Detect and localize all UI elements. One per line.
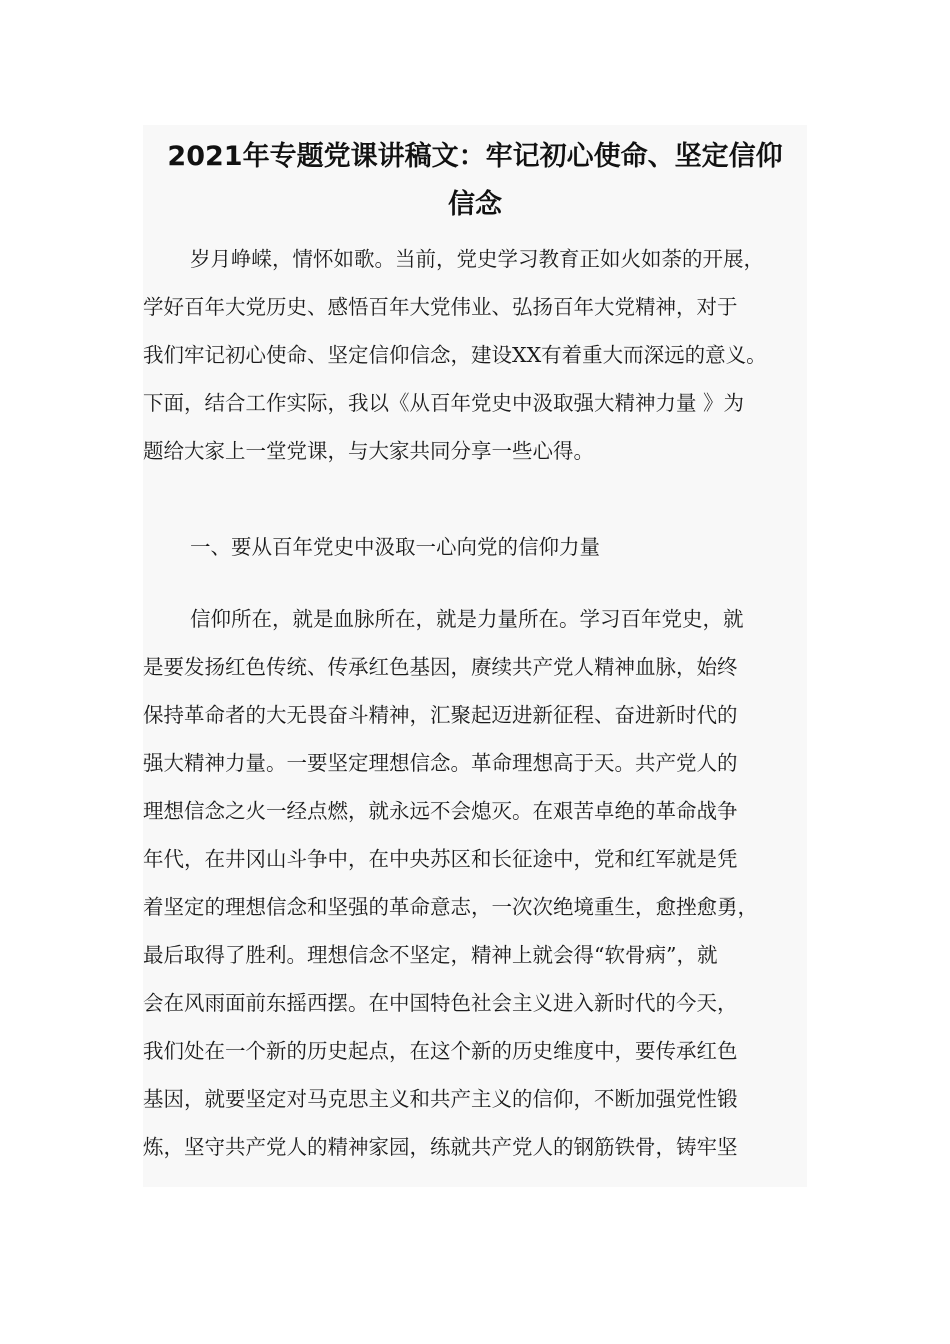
body-line: 保持革命者的大无畏奋斗精神，汇聚起迈进新征程、奋进新时代的: [143, 703, 738, 727]
intro-line: 学好百年大党历史、感悟百年大党伟业、弘扬百年大党精神，对于: [143, 295, 738, 319]
document-page: [143, 125, 807, 1187]
section-heading: [143, 523, 807, 571]
body-line: 炼，坚守共产党人的精神家园，练就共产党人的钢筋铁骨，铸牢坚: [143, 1135, 738, 1159]
body-line: 理想信念之火一经点燃，就永远不会熄灭。在艰苦卓绝的革命战争: [143, 799, 738, 823]
intro-line: 我们牢记初心使命、坚定信仰信念，建设XX有着重大而深远的意义。: [143, 343, 767, 367]
document-title: [143, 133, 807, 229]
body-line: 我们处在一个新的历史起点，在这个新的历史维度中，要传承红色: [143, 1039, 738, 1063]
intro-paragraph: [143, 235, 807, 475]
title-line-2: 信念: [448, 189, 502, 220]
body-line: 最后取得了胜利。理想信念不坚定，精神上就会得“软骨病”，就: [143, 943, 718, 967]
intro-line: 下面，结合工作实际，我以《从百年党史中汲取强大精神力量 》为: [143, 391, 745, 415]
section-heading-text: 一、要从百年党史中汲取一心向党的信仰力量: [190, 535, 600, 559]
body-line: 是要发扬红色传统、传承红色基因，赓续共产党人精神血脉，始终: [143, 655, 738, 679]
body-paragraph: [143, 595, 807, 1171]
title-line-1: 2021年专题党课讲稿文：牢记初心使命、坚定信仰: [167, 141, 783, 172]
body-line: 着坚定的理想信念和坚强的革命意志，一次次绝境重生，愈挫愈勇，: [143, 895, 758, 919]
body-line: 信仰所在，就是血脉所在，就是力量所在。学习百年党史，就: [190, 607, 744, 631]
intro-line: 岁月峥嵘，情怀如歌。当前，党史学习教育正如火如荼的开展，: [190, 247, 764, 271]
body-line: 年代，在井冈山斗争中，在中央苏区和长征途中，党和红军就是凭: [143, 847, 738, 871]
body-line: 会在风雨面前东摇西摆。在中国特色社会主义进入新时代的今天，: [143, 991, 738, 1015]
body-line: 基因，就要坚定对马克思主义和共产主义的信仰，不断加强党性锻: [143, 1087, 738, 1111]
body-line: 强大精神力量。一要坚定理想信念。革命理想高于天。共产党人的: [143, 751, 738, 775]
intro-line: 题给大家上一堂党课，与大家共同分享一些心得。: [143, 439, 594, 463]
